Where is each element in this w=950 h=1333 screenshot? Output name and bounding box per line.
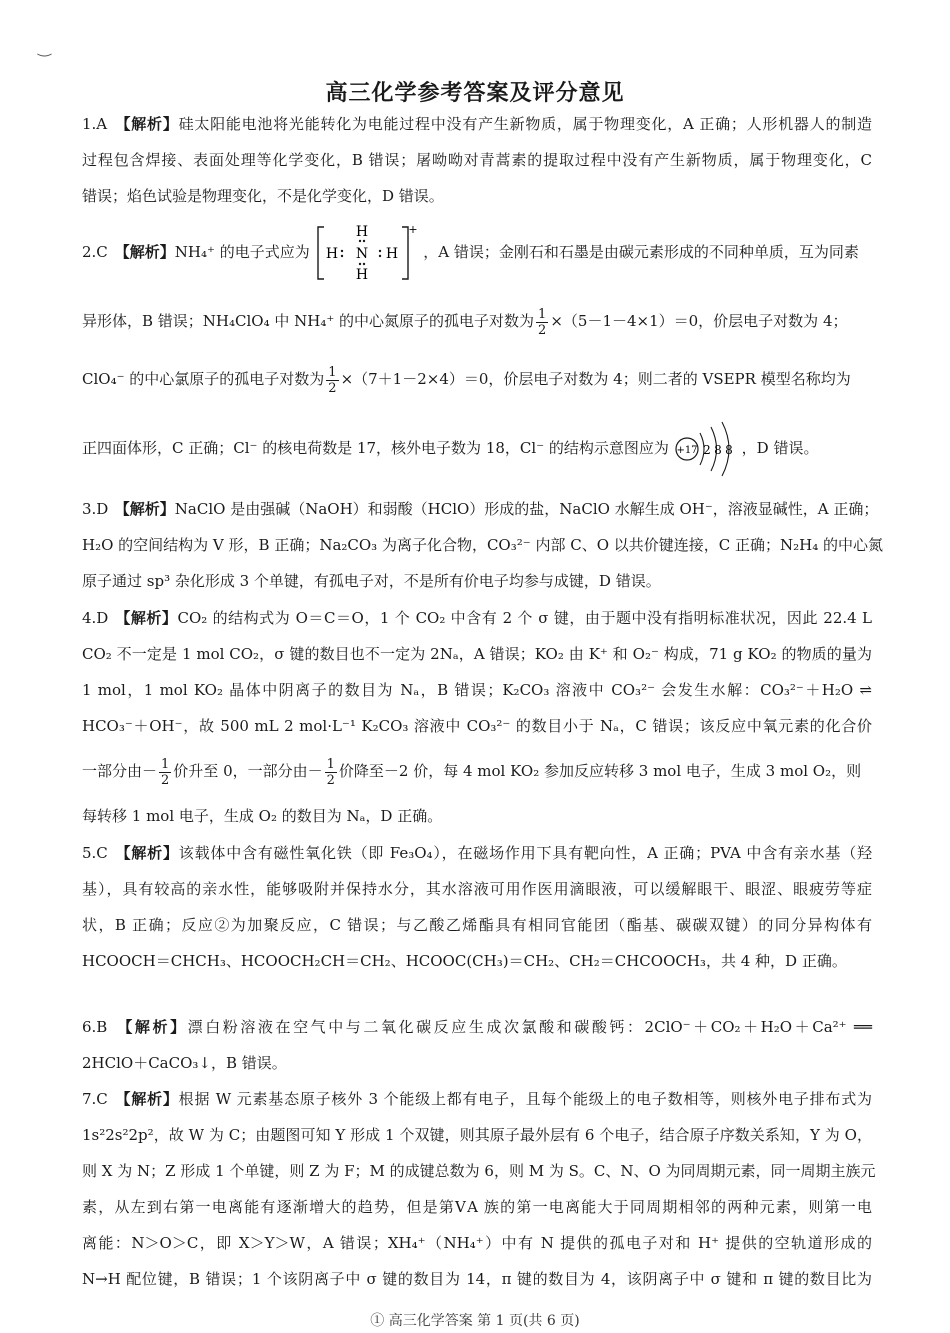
page-footer: ① 高三化学答案 第 1 页(共 6 页) (370, 1313, 580, 1329)
q7-line-3: 则 X 为 N；Z 形成 1 个单键，则 Z 为 F；M 的成键总数为 6，则 M 为 S。C、N、O 为同周期元素，同一周期主族元 (82, 1162, 876, 1180)
edot-h-right: H (386, 246, 399, 262)
ammonium-electron-dot-diagram (314, 223, 418, 283)
q4-line-6: 每转移 1 mol 电子，生成 O₂ 的数目为 Nₐ，D 正确。 (82, 807, 443, 825)
q2-line-3a: ClO₄⁻ 的中心氯原子的孤电子对数为 (82, 370, 325, 388)
q1-line-1: 硅太阳能电池将光能转化为电能过程中没有产生新物质，属于物理变化，A 正确；人形机器人的制造 (178, 115, 872, 133)
q3-line-1: NaClO 是由强碱（NaOH）和弱酸（HClO）形成的盐，NaClO 水解生成 OH⁻，溶液显碱性，A 正确； (174, 500, 879, 518)
edot-charge: + (408, 223, 419, 236)
q7-line-6: N→H 配位键，B 错误；1 个该阴离子中 σ 键的数目为 14，π 键的数目为 4，该阴离子中 σ 键和 π 键的数目比为 (82, 1270, 872, 1288)
nucleus-charge: +17 (676, 445, 698, 456)
q4-line-4: HCO₃⁻＋OH⁻，故 500 mL 2 mol·L⁻¹ K₂CO₃ 溶液中 CO₃²⁻ 的数目小于 Nₐ，C 错误；该反应中氧元素的化合价 (82, 717, 872, 735)
q2-line-4a: 正四面体形，C 正确；Cl⁻ 的核电荷数是 17，核外电子数为 18，Cl⁻ 的结构示意图应为 (82, 439, 669, 457)
analysis-tag: 【解析】 (115, 115, 179, 133)
question-number: 6.B (82, 1018, 108, 1036)
q4-line-2: CO₂ 不一定是 1 mol CO₂，σ 键的数目也不一定为 2Nₐ，A 错误；KO₂ 由 K⁺ 和 O₂⁻ 构成，71 g KO₂ 的物质的量为 (82, 645, 872, 663)
q7-line-2: 1s²2s²2p²，故 W 为 C；由题图可知 Y 形成 1 个双键，则其原子最外层有 6 个电子，结合原子序数关系知，Y 为 O， (82, 1126, 872, 1144)
q3-line-3: 原子通过 sp³ 杂化形成 3 个单键，有孤电子对，不是所有价电子均参与成键，D 错误。 (82, 572, 661, 590)
analysis-tag: 【解析】 (115, 1090, 179, 1108)
question-number: 5.C (82, 844, 108, 862)
shell-2-electrons: 8 (713, 443, 722, 457)
question-number: 7.C (82, 1090, 108, 1108)
analysis-tag: 【解析】 (117, 1018, 188, 1036)
q5-line-1: 该载体中含有磁性氧化铁（即 Fe₃O₄），在磁场作用下具有靶向性，A 正确；PVA 中含有亲水基（羟 (178, 844, 872, 862)
question-number: 1.A (82, 115, 108, 133)
fraction-one-half: $\frac{1}{2}$ (538, 306, 547, 338)
shell-3-electrons: 8 (724, 443, 733, 457)
edot-h-bottom: H (356, 267, 369, 283)
q4-line-3: 1 mol，1 mol KO₂ 晶体中阴离子的数目为 Nₐ，B 错误；K₂CO₃ 溶液中 CO₃²⁻ 会发生水解：CO₃²⁻＋H₂O ⇌ (82, 681, 872, 699)
q7-line-5: 离能：N＞O＞C，即 X＞Y＞W，A 错误；XH₄⁺（NH₄⁺）中有 N 提供的孤电子对和 H⁺ 提供的空轨道形成的 (82, 1234, 872, 1252)
question-number: 4.D (82, 609, 109, 627)
fraction-one-half: $\frac{1}{2}$ (326, 756, 335, 788)
q2-line-1a: NH₄⁺ 的电子式应为 (174, 243, 310, 261)
analysis-tag: 【解析】 (115, 844, 179, 862)
q2-line-1b: ，A 错误；金刚石和石墨是由碳元素形成的不同种单质，互为同素 (423, 243, 859, 261)
q2-line-3b: ×（7＋1－2×4）＝0，价层电子对数为 4；则二者的 VSEPR 模型名称均为 (340, 370, 851, 388)
q5-line-4: HCOOCH＝CHCH₃、HCOOCH₂CH＝CH₂、HCOOC(CH₃)＝CH₂、CH₂＝CHCOOCH₃，共 4 种，D 正确。 (82, 952, 847, 970)
shell-1-electrons: 2 (702, 443, 711, 457)
q4-line-5b: 价升至 0，一部分由－ (173, 762, 323, 780)
q1-line-3: 错误；焰色试验是物理变化，不是化学变化，D 错误。 (82, 187, 444, 205)
q5-line-3: 状，B 正确；反应②为加聚反应，C 错误；与乙酸乙烯酯具有相同官能团（酯基、碳碳双键）的同分异构体有 (82, 916, 872, 934)
analysis-tag: 【解析】 (115, 609, 178, 627)
q7-line-4: 素，从左到右第一电离能有逐渐增大的趋势，但是第ⅤA 族的第一电离能大于同周期相邻的两种元素，则第一电 (82, 1198, 872, 1216)
q7-line-1: 根据 W 元素基态原子核外 3 个能级上都有电子，且每个能级上的电子数相等，则核外电子排布式为 (178, 1090, 872, 1108)
question-number: 2.C (82, 243, 108, 261)
q2-line-2a: 异形体，B 错误；NH₄ClO₄ 中 NH₄⁺ 的中心氮原子的孤电子对数为 (82, 312, 535, 330)
q1-line-2: 过程包含焊接、表面处理等化学变化，B 错误；屠呦呦对青蒿素的提取过程中没有产生新物质，属于物理变化，C (82, 151, 872, 169)
edot-n-center: N (356, 246, 369, 262)
edot-h-left: H (326, 246, 339, 262)
q2-line-2b: ×（5－1－4×1）＝0，价层电子对数为 4； (550, 312, 848, 330)
analysis-tag: 【解析】 (114, 500, 175, 518)
page-title: 高三化学参考答案及评分意见 (325, 81, 625, 106)
fraction-one-half: $\frac{1}{2}$ (328, 364, 337, 396)
analysis-tag: 【解析】 (114, 243, 175, 261)
q4-line-5c: 价降至－2 价，每 4 mol KO₂ 参加反应转移 3 mol 电子，生成 3 mol O₂，则 (338, 762, 862, 780)
q2-line-4b: ，D 错误。 (741, 439, 819, 457)
q6-line-1: 漂白粉溶液在空气中与二氧化碳反应生成次氯酸和碳酸钙：2ClO⁻＋CO₂＋H₂O＋Ca²⁺ ══ (187, 1018, 872, 1036)
q5-line-2: 基），具有较高的亲水性，能够吸附并保持水分，其水溶液可用作医用滴眼液，可以缓解眼干、眼涩、眼疲劳等症 (82, 880, 872, 898)
q4-line-1: CO₂ 的结构式为 O＝C＝O，1 个 CO₂ 中含有 2 个 σ 键，由于题中没有指明标准状况，因此 22.4 L (177, 609, 872, 627)
q6-line-2: 2HClO＋CaCO₃↓，B 错误。 (82, 1054, 287, 1072)
corner-mark: ‿ (38, 38, 51, 57)
question-number: 3.D (82, 500, 109, 518)
q4-line-5a: 一部分由－ (82, 762, 158, 780)
fraction-one-half: $\frac{1}{2}$ (161, 756, 170, 788)
edot-h-top: H (356, 224, 369, 240)
q3-line-2: H₂O 的空间结构为 V 形，B 正确；Na₂CO₃ 为离子化合物，CO₃²⁻ 内部 C、O 以共价键连接，C 正确；N₂H₄ 的中心氮 (82, 536, 884, 554)
chloride-ion-structure-diagram (674, 419, 742, 479)
